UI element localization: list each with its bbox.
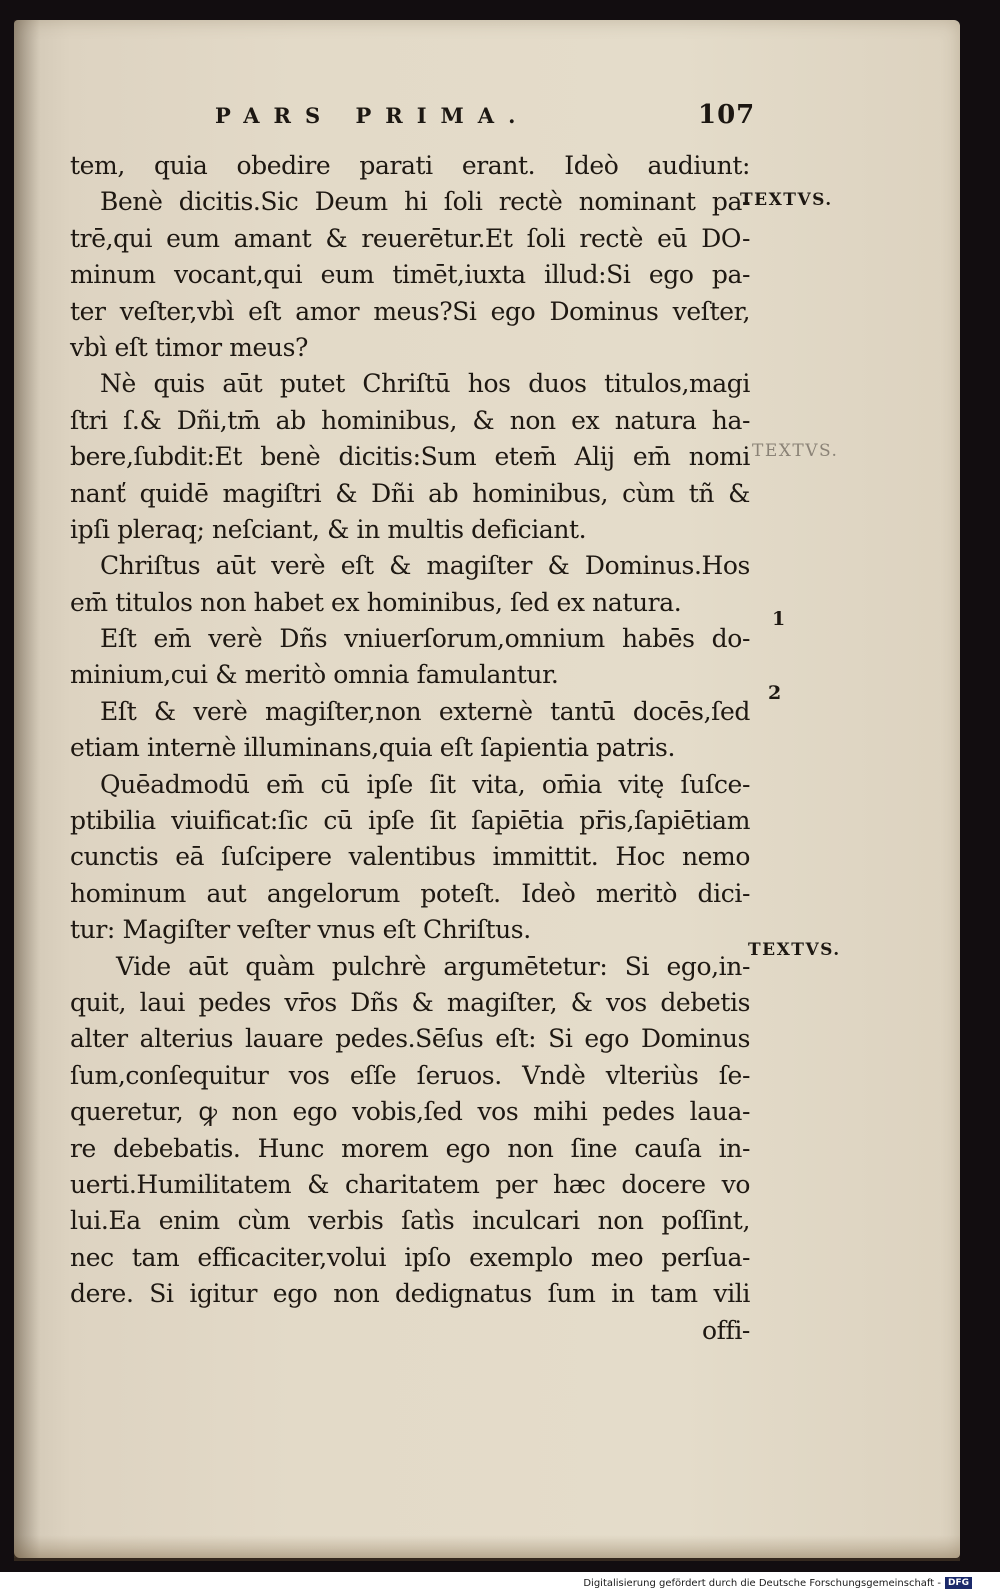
running-head: PARS PRIMA. (215, 103, 530, 128)
text-line: Quēadmodū em̄ cū ipſe ſit vita, om̄ia vitę ſuſce- (100, 769, 750, 799)
text-line: quit, laui pedes vr̄os Dñs & magiſter, & vos debetis (70, 987, 750, 1017)
text-block (70, 148, 750, 1349)
dfg-logo: DFG (945, 1577, 972, 1589)
text-line: nec tam efficaciter,volui ipſo exemplo meo perſua- (70, 1242, 750, 1272)
text-line: Nè quis aūt putet Chriſtū hos duos titulos,magi (100, 369, 750, 399)
text-line: ter veſter,vbì eſt amor meus?Si ego Dominus veſter, (70, 296, 750, 326)
credit-text: Digitalisierung gefördert durch die Deutsche Forschungsgemeinschaft - (583, 1578, 941, 1589)
text-line: Benè dicitis.Sic Deum hi ſoli rectè nominant pa- (100, 187, 750, 217)
text-line: lui.Ea enim cùm verbis ſatìs inculcari non poſſint, (70, 1206, 750, 1236)
text-line: cunctis eā ſuſcipere valentibus immittit. Hoc nemo (70, 842, 750, 872)
text-line: tem, quia obedire parati erant. Ideò audiunt: (70, 151, 750, 180)
text-line: trē,qui eum amant & reuerētur.Et ſoli rectè eū DO- (70, 223, 750, 253)
text-line: tur: Magiſter veſter vnus eſt Chriſtus. (70, 915, 531, 945)
digitization-credit (583, 1577, 972, 1589)
text-line: nanť quidē magiſtri & Dñi ab hominibus, cùm tñ & (70, 478, 750, 508)
text-line: re debebatis. Hunc morem ego non ſine cauſa in- (70, 1133, 750, 1163)
text-line: ſum,conſequitur vos eſſe ſeruos. Vndè vlteriùs ſe- (70, 1060, 750, 1090)
page-bottom-edge (14, 1535, 960, 1561)
folio-number: 107 (698, 100, 756, 130)
text-line: minum vocant,qui eum timēt,iuxta illud:Si ego pa- (70, 260, 750, 290)
catchword: offi- (701, 1315, 750, 1345)
margin-note: TEXTVS. (740, 190, 833, 210)
text-line: em̄ titulos non habet ex hominibus, ſed ex natura. (70, 587, 682, 617)
margin-note: TEXTVS. (748, 940, 841, 960)
text-line: uerti.Humilitatem & charitatem per hæc docere vo (70, 1169, 750, 1199)
margin-note: 2 (768, 682, 783, 704)
text-line: vbì eſt timor meus? (70, 332, 309, 362)
margin-note: TEXTVS. (752, 441, 839, 461)
text-line: minium,cui & meritò omnia famulantur. (70, 660, 559, 690)
text-line: Chriſtus aūt verè eſt & magiſter & Dominus.Hos (100, 551, 750, 581)
page-gutter-shadow (14, 20, 40, 1558)
text-line: hominum aut angelorum poteſt. Ideò meritò dici- (70, 878, 750, 908)
text-line: Eſt em̄ verè Dñs vniuerſorum,omnium habēs do- (100, 624, 750, 654)
text-line: alter alterius lauare pedes.Sēſus eſt: Si ego Dominus (70, 1024, 750, 1054)
text-line: ptibilia viuificat:ſic cū ipſe ſit ſapiētia pr̄is,ſapiētiam (70, 806, 750, 836)
margin-note: 1 (772, 608, 787, 630)
text-line: etiam internè illuminans,quia eſt ſapientia patris. (70, 733, 676, 763)
text-line: queretur, ꝙ non ego vobis,ſed vos mihi pedes laua- (70, 1097, 750, 1127)
text-line: bere,ſubdit:Et benè dicitis:Sum etem̄ Alij em̄ nomi (70, 442, 750, 472)
text-line: Eſt & verè magiſter,non externè tantū docēs,ſed (100, 696, 750, 726)
text-line: ſtri ſ.& Dñi,tm̄ ab hominibus, & non ex natura ha- (70, 405, 750, 435)
text-line: dere. Si igitur ego non dedignatus ſum in tam vili (70, 1279, 750, 1309)
text-line: ipſi pleraq; neſciant, & in multis deficiant. (70, 514, 587, 544)
text-line: Vide aūt quàm pulchrè argumētetur: Si ego,in- (116, 951, 750, 981)
